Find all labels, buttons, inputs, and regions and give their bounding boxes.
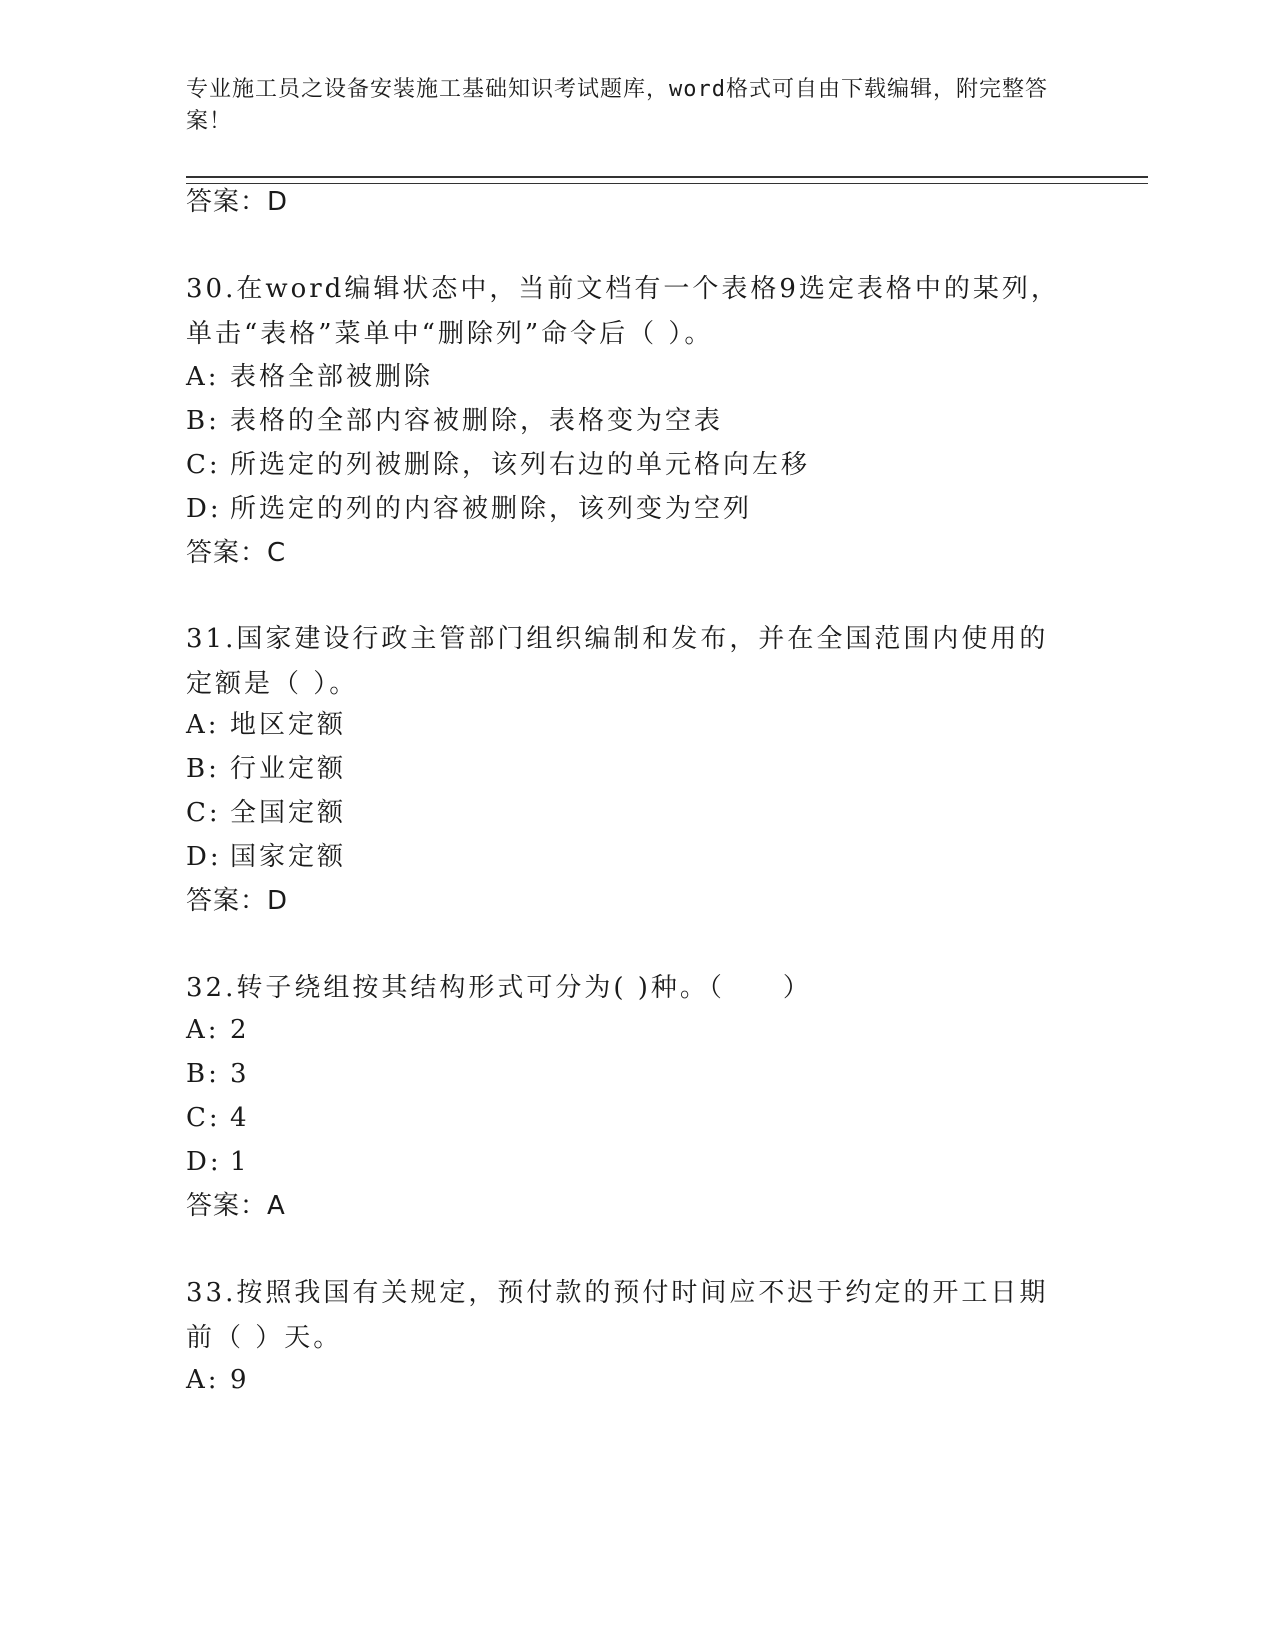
question-30-option-d [186, 489, 752, 529]
option-text: 国家定额 [230, 842, 347, 872]
option-key: A: [186, 362, 220, 392]
option-key: A: [186, 1365, 220, 1395]
option-key: B: [186, 754, 220, 784]
option-key: C: [186, 450, 221, 480]
option-key: B: [186, 406, 220, 436]
question-30-option-c [186, 445, 810, 485]
option-key: D: [186, 842, 222, 872]
page-header: 专业施工员之设备安装施工基础知识考试题库，word格式可自由下载编辑，附完整答案！ [186, 77, 1048, 134]
option-text: 全国定额 [230, 798, 347, 828]
question-30-stem: 30.在word编辑状态中，当前文档有一个表格9选定表格中的某列，单击“表格”菜单中“删除列”命令后（ ）。 [186, 274, 1060, 349]
option-text: 行业定额 [230, 754, 347, 784]
option-text: 表格全部被删除 [230, 362, 434, 392]
option-key: A: [186, 1015, 220, 1045]
option-text: 3 [230, 1059, 250, 1089]
question-33-option-a [186, 1360, 250, 1400]
question-31-option-d [186, 837, 346, 877]
question-31-option-c [186, 793, 346, 833]
option-key: C: [186, 798, 221, 828]
question-32-stem: 32.转子绕组按其结构形式可分为( )种。（ ） [186, 973, 812, 1003]
question-31-answer: 答案：D [186, 886, 289, 916]
question-31-option-a [186, 705, 346, 745]
header-divider [186, 176, 1148, 184]
question-32-option-c [186, 1098, 250, 1138]
option-key: B: [186, 1059, 220, 1089]
question-32-answer: 答案：A [186, 1191, 286, 1221]
question-31-option-b [186, 749, 346, 789]
question-31-stem: 31.国家建设行政主管部门组织编制和发布，并在全国范围内使用的定额是（ ）。 [186, 624, 1049, 699]
question-30-answer: 答案：C [186, 538, 287, 568]
option-key: A: [186, 710, 220, 740]
option-key: D: [186, 494, 222, 524]
question-30-option-b [186, 401, 723, 441]
option-text: 所选定的列被删除，该列右边的单元格向左移 [230, 450, 811, 480]
option-key: D: [186, 1147, 222, 1177]
question-32-option-b [186, 1054, 250, 1094]
option-text: 9 [230, 1365, 250, 1395]
option-text: 2 [230, 1015, 250, 1045]
previous-answer: 答案：D [186, 187, 289, 217]
question-33-stem: 33.按照我国有关规定，预付款的预付时间应不迟于约定的开工日期前（ ）天。 [186, 1278, 1049, 1353]
question-32-option-d [186, 1142, 250, 1182]
option-text: 表格的全部内容被删除，表格变为空表 [230, 406, 724, 436]
option-key: C: [186, 1103, 221, 1133]
option-text: 1 [230, 1147, 250, 1177]
option-text: 4 [230, 1103, 250, 1133]
question-32-option-a [186, 1010, 250, 1050]
option-text: 地区定额 [230, 710, 347, 740]
question-30-option-a [186, 357, 433, 397]
option-text: 所选定的列的内容被删除，该列变为空列 [230, 494, 753, 524]
